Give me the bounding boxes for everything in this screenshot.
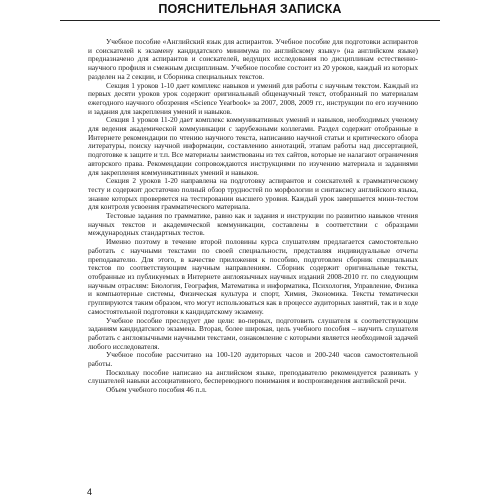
paragraph: Учебное пособие преследует две цели: во-первых, подготовить слушателя к соответствующим заданиям кандидатского экзамена. Вторая, более широкая, цель учебного пособия – научить слушателя работать с англоязычными научными текстами, ознакомление с которыми является необходимой задачей любого исследователя. [88,315,418,351]
paragraph: Секция 2 уроков 1-20 направлена на подготовку аспирантов и соискателей к грамматическому тесту и содержит достаточно полный обзор трудностей по морфологии и синтаксису английского языка, знание которых проверяется на тестировании высшего уровня. Каждый урок завершается мини-тестом для контроля усвоения грамматического материала. [88,176,418,212]
page-number: 4 [87,487,93,497]
section-title: ПОЯСНИТЕЛЬНАЯ ЗАПИСКА [158,2,342,16]
body-text [88,38,418,468]
paragraph: Секция 1 уроков 1-10 дает комплекс навыков и умений для работы с научным текстом. Каждый из первых десяти уроков урок содержит оригинальный общенаучный текст, отобранный по материалам ежегодного научного обозрения «Science Yearbook» за 2007, 2008, 2009 гг., инструкции по его изучению и задания для закрепления умений и навыков. [88,80,418,116]
paragraph: Тестовые задания по грамматике, равно как и задания и инструкции по развитию навыков чтения научных текстов и академической коммуникации, составлены в соответствии с образцами международных стандартных тестов. [88,211,418,238]
paragraph: Секция 1 уроков 11-20 дает комплекс коммуникативных умений и навыков, необходимых ученому для ведения академической коммуникации с зарубежными коллегами. Раздел содержит отобранные в Интернете рекомендации по чтению научного текста, написанию научной статьи и критического обзора литературы, поиску научной информации, составлению аннотаций, этапам работы над диссертацией, подготовке к защите и т.п. Все материалы заимствованы из тех сайтов, которые не налагают ограничения авторского права. Рекомендации сопровождаются инструкциями по изучению материала и заданиями для закрепления коммуникативных умений и навыков. [88,115,418,177]
paragraph: Учебное пособие «Английский язык для аспирантов. Учебное пособие для подготовки аспирантов и соискателей к экзамену кандидатского минимума по английскому языку» (на английском языке) предназначено для аспирантов и соискателей, ведущих исследования по дисциплинам естественно-научного профиля и смежным дисциплинам. Учебное пособие состоит из 20 уроков, каждый из которых разделен на 2 секции, и Сборника специальных текстов. [88,37,418,81]
page-header [0,0,500,22]
paragraph: Объем учебного пособия 46 п.л. [106,385,207,395]
header-rule [60,20,440,21]
paragraph: Поскольку пособие написано на английском языке, преподавателю рекомендуется развивать у слушателей навыки ассоциативного, беспереводного понимания и воспроизведения английской речи. [88,367,418,386]
paragraph: Учебное пособие рассчитано на 100-120 аудиторных часов и 200-240 часов самостоятельной работы. [88,350,418,369]
paragraph: Именно поэтому в течение второй половины курса слушателям предлагается самостоятельно работать с научными текстами по своей специальности, представляя индивидуальные отчеты преподавателю. Для этого, в качестве приложения к пособию, подготовлен сборник специальных текстов по соответствующим научным направлениям. Сборник содержит оригинальные тексты, отобранные из публикуемых в Интернете англоязычных научных изданий 2008-2010 гг. по следующим научным отраслям: Биология, География, Математика и информатика, Психология, Управление, Физика и компьютерные системы, Физическая культура и спорт, Химия, Экономика. Тексты тематически группируются таким образом, что могут использоваться как в процессе аудиторных занятий, так и в ходе самостоятельной подготовки к кандидатскому экзамену. [88,237,418,316]
